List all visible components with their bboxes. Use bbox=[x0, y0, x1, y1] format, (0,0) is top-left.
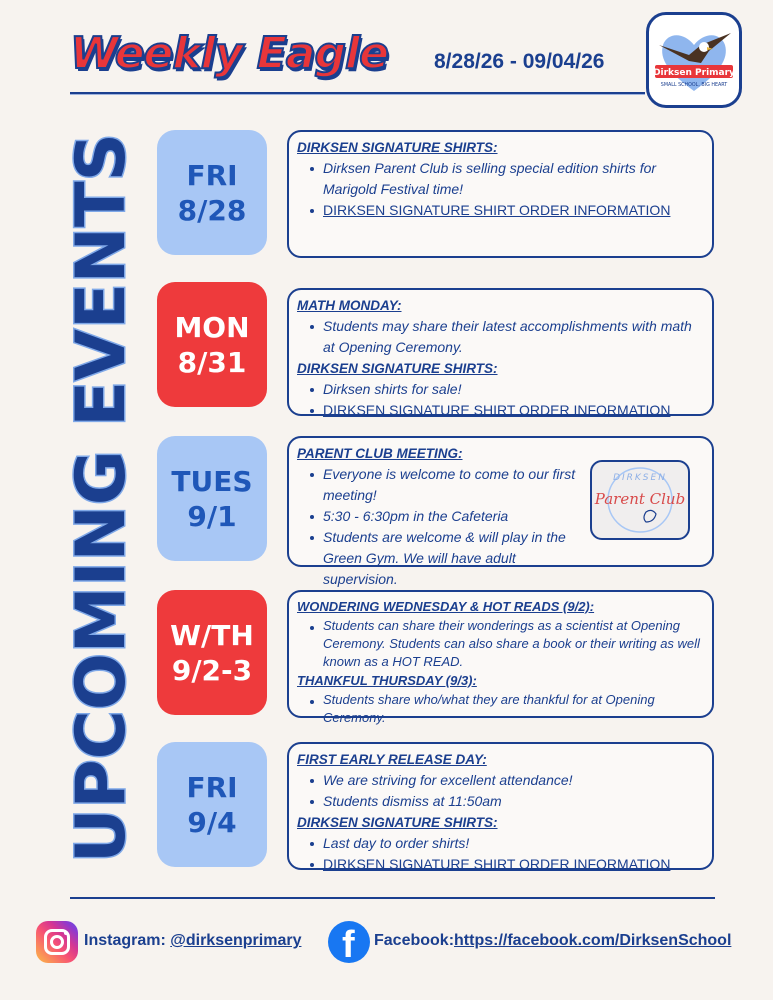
event-items bbox=[297, 833, 704, 875]
facebook-icon[interactable]: f bbox=[328, 921, 370, 963]
event-item: Students can share their wonderings as a scientist at Opening Ceremony. Students can also share a book or their writing as well known as a HOT READ. bbox=[297, 617, 704, 671]
event-card bbox=[287, 742, 714, 870]
header-divider-shadow bbox=[70, 94, 645, 95]
event-item: Students are welcome & will play in the Green Gym. We will have adult supervision. bbox=[297, 527, 704, 590]
event-card bbox=[287, 436, 714, 587]
event-item: Everyone is welcome to come to our first meeting! bbox=[297, 464, 704, 506]
newsletter-title: Weekly Eagle bbox=[70, 28, 388, 79]
event-heading: FIRST EARLY RELEASE DAY: bbox=[297, 752, 487, 767]
day-label: W/TH bbox=[170, 618, 254, 652]
instagram-link[interactable] bbox=[84, 932, 301, 950]
event-item: Students may share their latest accomplishments with math at Opening Ceremony. bbox=[297, 316, 704, 358]
logo-name: Dirksen Primary bbox=[653, 68, 735, 78]
badge-top: DIRKSEN bbox=[613, 473, 667, 483]
instagram-icon[interactable] bbox=[36, 921, 78, 963]
shirt-order-link[interactable]: DIRKSEN SIGNATURE SHIRT ORDER INFORMATION bbox=[297, 854, 704, 875]
day-tile bbox=[157, 436, 267, 561]
day-date: 9/4 bbox=[187, 805, 237, 839]
event-heading: WONDERING WEDNESDAY & HOT READS (9/2): bbox=[297, 599, 595, 614]
facebook-link[interactable] bbox=[374, 932, 731, 950]
day-date: 9/1 bbox=[187, 499, 237, 533]
facebook-label: Facebook: bbox=[374, 932, 455, 949]
event-items bbox=[297, 158, 704, 221]
event-items bbox=[297, 617, 704, 671]
event-card bbox=[287, 288, 714, 416]
day-label: TUES bbox=[171, 464, 253, 498]
day-tile bbox=[157, 130, 267, 255]
event-item: Dirksen Parent Club is selling special edition shirts for Marigold Festival time! bbox=[297, 158, 704, 200]
event-item: Dirksen shirts for sale! bbox=[297, 379, 704, 400]
footer-divider bbox=[70, 897, 715, 899]
footer bbox=[0, 918, 773, 968]
side-title: UPCOMING EVENTS bbox=[62, 130, 141, 863]
event-card bbox=[287, 130, 714, 258]
day-date: 8/31 bbox=[177, 345, 247, 379]
event-heading: DIRKSEN SIGNATURE SHIRTS: bbox=[297, 361, 498, 376]
facebook-url[interactable]: https://facebook.com/DirksenSchool bbox=[454, 932, 732, 949]
day-tile bbox=[157, 282, 267, 407]
day-date: 9/2-3 bbox=[171, 653, 253, 687]
day-label: FRI bbox=[186, 770, 238, 804]
header bbox=[0, 0, 773, 110]
event-item: Students dismiss at 11:50am bbox=[297, 791, 704, 812]
event-heading: MATH MONDAY: bbox=[297, 298, 402, 313]
school-logo bbox=[646, 12, 742, 108]
day-tile bbox=[157, 742, 267, 867]
instagram-handle[interactable]: @dirksenprimary bbox=[170, 932, 302, 949]
event-heading: DIRKSEN SIGNATURE SHIRTS: bbox=[297, 140, 498, 155]
day-tile bbox=[157, 590, 267, 715]
event-item: 5:30 - 6:30pm in the Cafeteria bbox=[297, 506, 704, 527]
event-heading: PARENT CLUB MEETING: bbox=[297, 446, 463, 461]
instagram-label: Instagram: bbox=[84, 932, 166, 949]
event-item: Last day to order shirts! bbox=[297, 833, 704, 854]
logo-tagline: SMALL SCHOOL, BIG HEART bbox=[660, 83, 728, 88]
day-date: 8/28 bbox=[177, 193, 247, 227]
event-items bbox=[297, 316, 704, 358]
event-heading: THANKFUL THURSDAY (9/3): bbox=[297, 673, 477, 688]
day-label: MON bbox=[174, 310, 250, 344]
day-label: FRI bbox=[186, 158, 238, 192]
event-item: We are striving for excellent attendance! bbox=[297, 770, 704, 791]
event-items bbox=[297, 379, 704, 421]
badge-script: Parent Club bbox=[594, 490, 686, 508]
event-items bbox=[297, 770, 704, 812]
event-item: Students share who/what they are thankful for at Opening Ceremony. bbox=[297, 691, 704, 727]
shirt-order-link[interactable]: DIRKSEN SIGNATURE SHIRT ORDER INFORMATION bbox=[297, 400, 704, 421]
event-heading: DIRKSEN SIGNATURE SHIRTS: bbox=[297, 815, 498, 830]
parent-club-logo bbox=[590, 460, 690, 540]
date-range: 8/28/26 - 09/04/26 bbox=[434, 50, 605, 73]
shirt-order-link[interactable]: DIRKSEN SIGNATURE SHIRT ORDER INFORMATION bbox=[297, 200, 704, 221]
event-items bbox=[297, 691, 704, 727]
event-card bbox=[287, 590, 714, 725]
upcoming-events-vertical-title bbox=[58, 130, 146, 865]
